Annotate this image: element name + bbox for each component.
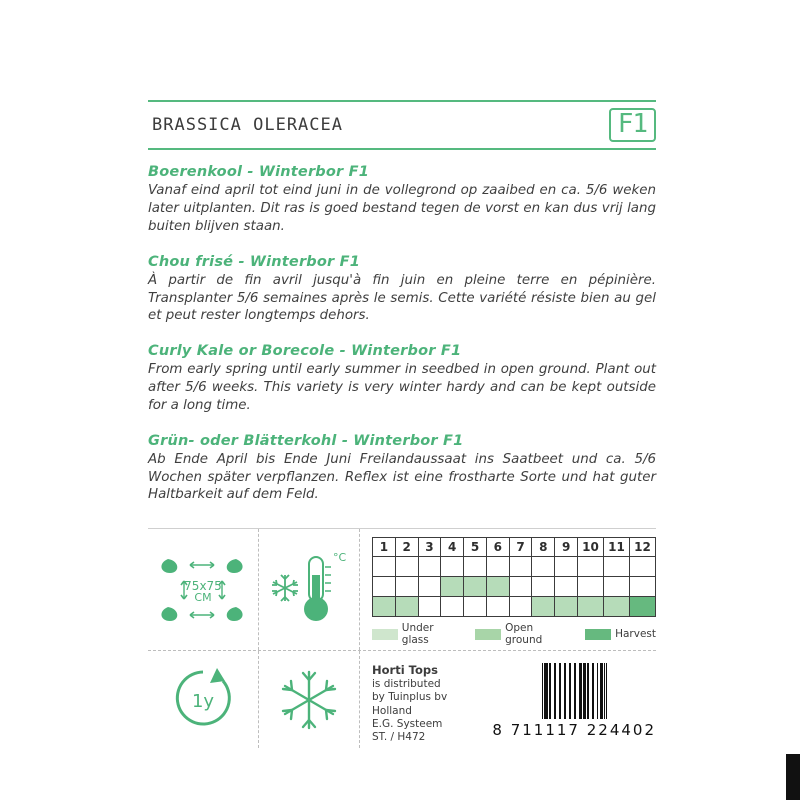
brand-line-5: ST. / H472 — [372, 730, 426, 743]
brand-line-4: E.G. Systeem — [372, 717, 443, 730]
language-block-fr — [148, 254, 656, 325]
calendar-cell-filled — [486, 577, 509, 597]
sowing-calendar-table — [372, 537, 656, 617]
barcode — [492, 663, 656, 739]
sowing-calendar-cell — [360, 529, 656, 650]
calendar-cell — [395, 577, 418, 597]
calendar-cell — [603, 557, 629, 577]
temperature-cell — [259, 529, 360, 650]
info-row-bottom — [148, 650, 656, 748]
month-label: 1 — [373, 538, 396, 557]
calendar-cell — [418, 577, 441, 597]
month-label: 4 — [441, 538, 464, 557]
calendar-cell — [603, 577, 629, 597]
brand-name: Horti Tops — [372, 663, 438, 678]
calendar-cell — [629, 577, 655, 597]
calendar-cell — [464, 557, 487, 577]
info-row-top — [148, 529, 656, 650]
month-label: 12 — [629, 538, 655, 557]
variety-title-en: Curly Kale or Borecole - Winterbor F1 — [148, 343, 462, 360]
brand-info — [372, 663, 447, 744]
calendar-cell — [486, 557, 509, 577]
calendar-cell-filled — [629, 597, 655, 617]
calendar-cell-filled — [578, 597, 604, 617]
calendar-header-row — [373, 538, 656, 557]
calendar-cell — [578, 577, 604, 597]
variety-text-de: Ab Ende April bis Ende Juni Freilandaussaat ins Saatbeet und ca. 5/6 Wochen später verpflanzen. Reflex ist eine frostharte Sorte und hat guter Haltbarkeit auf dem Feld. — [148, 451, 656, 503]
variety-text-fr: À partir de fin avril jusqu'à fin juin en pleine terre en pépinière. Transplanter 5/6 semaines après le semis. Cette variété résiste bien au gel et peut rester longtemps dehors. — [148, 272, 656, 324]
print-register-mark — [786, 754, 800, 800]
legend-swatch-under-glass — [372, 629, 398, 640]
calendar-cell-filled — [603, 597, 629, 617]
seed-packet-back — [148, 100, 656, 748]
germination-years-cell — [148, 651, 259, 748]
calendar-legend — [372, 622, 656, 646]
brand-line-1: is distributed — [372, 678, 441, 691]
month-label: 7 — [509, 538, 532, 557]
calendar-cell-filled — [395, 597, 418, 617]
calendar-cell — [532, 557, 555, 577]
month-label: 2 — [395, 538, 418, 557]
snowflake-icon — [272, 662, 346, 738]
legend-item-harvest — [585, 628, 656, 640]
legend-item-open-ground — [475, 622, 573, 646]
language-block-en — [148, 343, 656, 414]
spacing-unit-text: CM — [194, 590, 212, 604]
calendar-cell-filled — [532, 597, 555, 617]
plant-spacing-cell — [148, 529, 259, 650]
years-text: 1y — [191, 690, 215, 712]
calendar-row-harvest — [373, 597, 656, 617]
f1-badge: F1 — [609, 108, 656, 142]
variety-title-nl: Boerenkool - Winterbor F1 — [148, 164, 370, 181]
legend-label-under-glass: Under glass — [401, 622, 434, 647]
brand-line-2: by Tuinplus bv — [372, 691, 448, 704]
barcode-number: 8 711117 224402 — [492, 721, 656, 740]
month-label: 5 — [464, 538, 487, 557]
calendar-cell — [418, 557, 441, 577]
calendar-cell-filled — [555, 597, 578, 617]
calendar-cell — [418, 597, 441, 617]
variety-text-en: From early spring until early summer in seedbed in open ground. Plant out after 5/6 weeks. This variety is very winter hardy and can be kept outside for a long time. — [148, 362, 656, 413]
variety-text-nl: Vanaf eind april tot eind juni in de vollegrond op zaaibed en ca. 5/6 weken later uitplanten. Dit ras is goed bestand tegen de vorst en kan dus vrij lang buiten blijven staan. — [148, 183, 656, 234]
month-label: 11 — [603, 538, 629, 557]
calendar-cell — [464, 597, 487, 617]
calendar-cell-filled — [373, 597, 396, 617]
month-label: 6 — [486, 538, 509, 557]
frost-hardy-cell — [259, 651, 360, 748]
calendar-cell — [509, 557, 532, 577]
language-block-de — [148, 433, 656, 504]
legend-label-harvest: Harvest — [615, 628, 656, 641]
page-title: BRASSICA OLERACEA — [152, 115, 343, 136]
month-label: 10 — [578, 538, 604, 557]
calendar-cell — [509, 597, 532, 617]
legend-item-under-glass — [372, 622, 463, 646]
variety-title-de: Grün- oder Blätterkohl - Winterbor F1 — [148, 432, 464, 449]
month-label: 8 — [532, 538, 555, 557]
barcode-bars — [542, 663, 607, 719]
calendar-cell — [486, 597, 509, 617]
legend-swatch-open-ground — [475, 629, 501, 640]
temperature-unit-text: °C — [333, 550, 347, 564]
calendar-cell — [441, 557, 464, 577]
calendar-cell — [373, 577, 396, 597]
calendar-row-under-glass — [373, 557, 656, 577]
brand-line-3: Holland — [372, 704, 412, 717]
legend-label-open-ground: Open ground — [505, 622, 543, 647]
header — [148, 100, 656, 150]
calendar-cell — [555, 577, 578, 597]
calendar-row-open-ground — [373, 577, 656, 597]
calendar-cell-filled — [464, 577, 487, 597]
brand-barcode-cell — [360, 651, 656, 748]
legend-swatch-harvest — [585, 629, 611, 640]
calendar-cell — [629, 557, 655, 577]
calendar-cell — [555, 557, 578, 577]
info-area — [148, 528, 656, 748]
calendar-cell — [395, 557, 418, 577]
calendar-cell — [532, 577, 555, 597]
month-label: 3 — [418, 538, 441, 557]
calendar-cell-filled — [441, 577, 464, 597]
month-label: 9 — [555, 538, 578, 557]
calendar-cell — [441, 597, 464, 617]
thermometer-snowflake-icon — [263, 549, 355, 631]
spacing-value-text: 75x75 — [184, 578, 222, 593]
plant-spacing-icon — [154, 547, 252, 629]
language-block-nl — [148, 164, 656, 235]
variety-title-fr: Chou frisé - Winterbor F1 — [148, 253, 361, 270]
calendar-cell — [373, 557, 396, 577]
calendar-cell — [578, 557, 604, 577]
calendar-cell — [509, 577, 532, 597]
one-year-cycle-icon — [161, 662, 245, 738]
left-margin — [0, 0, 12, 800]
